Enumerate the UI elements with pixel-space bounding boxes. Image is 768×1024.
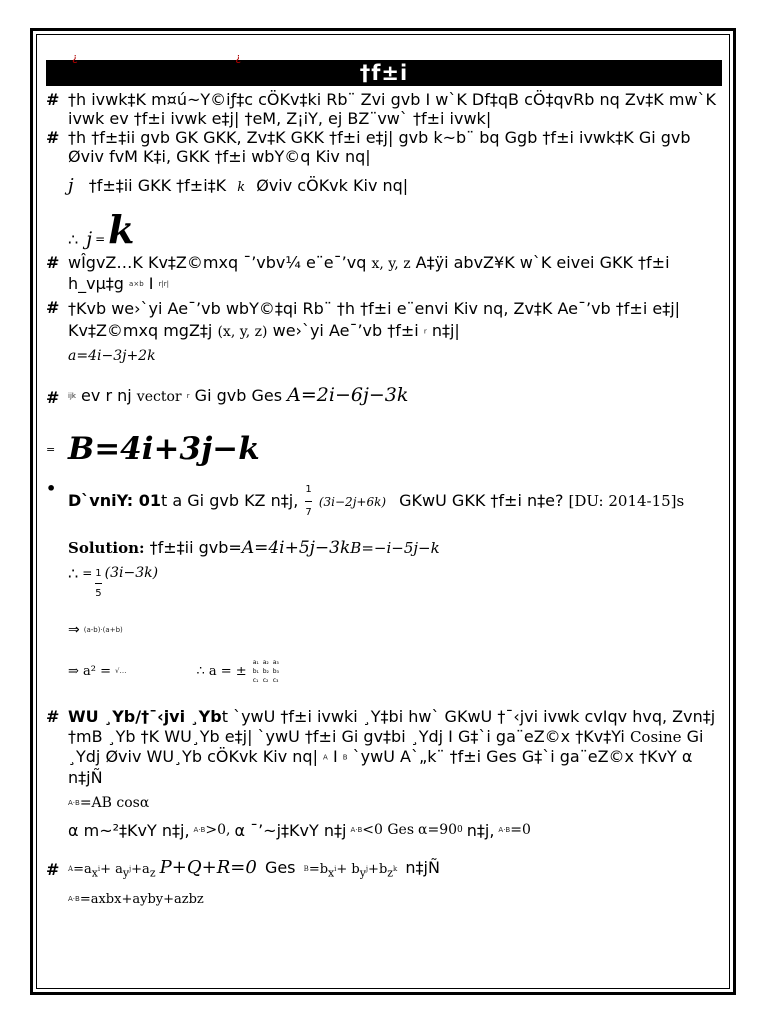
paragraph-text: Øviv cÖKvk Kiv nq| <box>256 176 409 195</box>
fraction-denominator: 7 <box>305 501 311 524</box>
equals-sign: = <box>46 443 56 456</box>
formula-image: i <box>334 864 337 873</box>
formula-text: =0 <box>510 821 531 838</box>
separator-text: I <box>148 274 154 293</box>
example-label: D`vniY: 01 <box>68 491 162 510</box>
formula-image: B <box>303 864 309 873</box>
paragraph-text: α m~²‡KvY n‡j, <box>68 820 190 840</box>
math-j: j <box>86 228 93 250</box>
hash-bullet: # <box>46 298 60 317</box>
formula-text: ∴ a = ± <box>196 664 247 679</box>
formula-text: α=90 <box>418 821 458 838</box>
coordinate-xyz: (x, y, z) <box>217 324 268 340</box>
formula-image: A·B <box>68 798 80 807</box>
formula-image: r <box>423 327 427 336</box>
paragraph-text: I <box>332 747 338 766</box>
dot-product-result <box>46 890 722 909</box>
formula-image: A <box>323 753 328 762</box>
matrix-cell: a₁ <box>252 659 259 666</box>
paragraph-unit-vector <box>46 128 722 166</box>
paragraph-text: t a Gi gvb KZ n‡j, <box>161 491 299 510</box>
page-title: †f±i <box>46 60 722 86</box>
formula-text: <0 Ges <box>362 821 415 838</box>
paragraph-text: t `ywU †f±i ivwki ¸Y‡bi hw` GKwU †¯‹jvi ivwk cvIqv hvq, Zvn‡j †mB ¸Yb †K WU¸Yb e‡j| `ywU †f±i Gi gv‡bi ¸Ydj I G‡`i ga¨eZ©x †Kv‡Yi <box>68 707 716 746</box>
subscript: z <box>149 866 156 880</box>
coordinate-xyz: x, y, z <box>371 256 411 272</box>
paragraph-text: Gi ¸Ydj Øviv WU¸Yb cÖKvk Kiv nq| <box>68 727 704 766</box>
formula-text: A=2i−6j−3k <box>287 384 409 406</box>
solution-line <box>46 538 722 558</box>
formula-image: j <box>128 864 132 873</box>
hash-bullet: # <box>46 90 60 109</box>
implies-symbol: ⇒ <box>68 622 80 638</box>
fraction-numerator: 1 <box>305 484 312 495</box>
section-heading: WU ¸Yb/†¯‹jvi ¸Yb <box>68 707 222 726</box>
fraction-numerator: 1 <box>95 568 102 579</box>
dot-bullet: • <box>46 479 57 498</box>
subscript: x <box>91 866 98 880</box>
formula-text: +a <box>131 861 150 877</box>
component-formula <box>46 858 722 883</box>
fraction <box>305 479 311 524</box>
vector-word: vector <box>136 389 182 405</box>
paragraph-text: wÎgvZ…K Kv‡Z©mxq ¯’vbv¼ e¨e¯’vq <box>68 253 367 272</box>
formula-ab-cos <box>46 794 722 813</box>
paragraph-text: Ges <box>264 857 296 877</box>
paragraph-vector-definition <box>46 90 722 128</box>
subscript: x <box>328 866 335 880</box>
paragraph-text: †f±‡ii GKK †f±i‡K <box>88 176 227 195</box>
math-j: j <box>68 175 74 196</box>
matrix-cell: a₂ <box>262 659 269 666</box>
formula-image: A·B <box>498 825 511 834</box>
formula-b-vector <box>46 421 722 467</box>
formula-image: A·B <box>68 895 80 904</box>
document-page <box>46 51 722 909</box>
solution-step-2 <box>46 621 722 640</box>
paragraph-text: α ¯’~j‡KvY n‡j <box>234 820 347 840</box>
paragraph-text: †f±‡ii gvb= <box>149 538 242 557</box>
paragraph-text: n‡j, <box>466 820 495 840</box>
formula-image: j <box>365 864 369 873</box>
paragraph-text: †Kvb we›`yi Ae¯’vb wbY©‡qi Rb¨ †h †f±i e¨envi Kiv nq, Zv‡K Ae¯’vb †f±i e‡j| Kv‡Z©mxq mgZ‡j <box>68 299 681 340</box>
hash-bullet: # <box>46 860 60 880</box>
formula-text: +b <box>368 861 388 877</box>
example-problem <box>46 479 722 524</box>
formula-image: k <box>392 864 398 873</box>
formula-text: (3i−3k) <box>104 565 159 581</box>
therefore-symbol: ∴ <box>68 564 79 583</box>
formula-text: >0, <box>205 821 231 838</box>
matrix-cell: b₁ <box>252 668 259 675</box>
paragraph-text: n‡j| <box>431 321 460 340</box>
determinant-matrix <box>253 658 283 685</box>
formula-image: (a-b)·(a+b) <box>83 626 123 634</box>
paragraph-text: †h ivwk‡K m¤ú~Y©iƒ‡c cÖKv‡ki Rb¨ Zvi gvb I w`K Df‡qB cÖ‡qvRb nq Zv‡K mw`K ivwk ev †f±i ivwk e‡j| †eM, Z¡iY, ej BZ¨vw` †f±i ivwk| <box>68 90 717 128</box>
formula-text: =a <box>73 861 92 877</box>
subscript: y <box>359 866 366 880</box>
paragraph-text: A‡ÿi abvZ¥K w`K eivei GKK †f±i h_vµ‡g <box>68 253 670 293</box>
matrix-cell: a₃ <box>272 659 279 666</box>
formula-image: A·B <box>193 825 206 834</box>
formula-text: A=4i+5j−3k <box>241 538 351 558</box>
formula-j-equals-k <box>46 207 722 252</box>
formula-text: =b <box>308 861 329 877</box>
paragraph-text: Gi gvb Ges <box>194 386 283 405</box>
formula-text: a=4i−3j+2k <box>68 348 156 364</box>
formula-image: r|r| <box>158 280 170 288</box>
paragraph-text: n‡jÑ <box>405 857 440 877</box>
formula-text: =AB cosα <box>79 794 150 811</box>
formula-pqr: P+Q+R=0 <box>159 856 257 878</box>
paragraph-cartesian-unit <box>46 253 722 294</box>
formula-image: i <box>97 864 101 873</box>
formula-a-vector <box>46 347 722 366</box>
formula-image: r <box>186 392 190 400</box>
matrix-cell: b₃ <box>272 668 279 675</box>
paragraph-dot-product <box>46 707 722 788</box>
solution-label: Solution: <box>68 539 145 557</box>
hash-bullet: # <box>46 253 60 272</box>
formula-image: a×b <box>129 280 144 288</box>
formula-text: + b <box>336 861 360 877</box>
formula-image: A <box>68 864 74 873</box>
formula-text: ⇒ a² = <box>68 664 112 679</box>
formula-text: B=4i+3j−k <box>68 431 260 467</box>
equals-sign: = <box>82 566 93 580</box>
therefore-symbol: ∴ <box>68 230 79 249</box>
hash-bullet: # <box>46 388 60 407</box>
paragraph-unit-vector-expr: ¿ j †f±‡ii GKK †f±i‡K ¿ k Øviv cÖKvk Kiv nq| <box>68 51 409 196</box>
formula-text: (3i−2j+6k) <box>318 495 387 509</box>
matrix-cell: c₃ <box>272 677 279 684</box>
paragraph-text: †h †f±‡ii gvb GK GKK, Zv‡K GKK †f±i e‡j| gvb k~b¨ bq Ggb †f±i ivwk‡K Gi gvb Øviv fvM K‡i, GKK †f±i wbY©q Kiv nq| <box>68 128 691 166</box>
matrix-cell: c₁ <box>252 677 259 684</box>
formula-image: B <box>342 753 348 762</box>
exam-reference: [DU: 2014-15]s <box>568 492 685 510</box>
formula-text: + a <box>100 861 123 877</box>
fraction <box>95 564 101 603</box>
matrix-cell: c₂ <box>262 677 269 684</box>
paragraph-vector-values <box>46 386 722 407</box>
paragraph-text: we›`yi Ae¯’vb †f±i <box>272 321 419 340</box>
formula-text: B=−i−5j−k <box>350 539 440 557</box>
superscript: 0 <box>457 824 463 835</box>
formula-text: =axbx+ayby+azbz <box>79 892 204 908</box>
angle-conditions <box>46 821 722 840</box>
solution-step-1 <box>46 564 722 603</box>
hash-bullet: # <box>46 128 60 147</box>
cosine-word: Cosine <box>629 728 682 746</box>
solution-step-3 <box>46 658 722 685</box>
equals-sign: = <box>95 232 106 246</box>
hash-bullet: # <box>46 707 60 726</box>
paragraph-position-vector <box>46 298 722 343</box>
paragraph-text: ev r nj <box>81 386 132 405</box>
subscript: y <box>122 866 129 880</box>
formula-image: ijk <box>68 392 76 400</box>
matrix-cell: b₂ <box>262 668 269 675</box>
formula-image: A·B <box>350 825 363 834</box>
formula-image: √… <box>115 667 127 675</box>
fraction-denominator: 5 <box>95 583 101 603</box>
paragraph-text: `ywU A`„k¨ †f±i Ges G‡`i ga¨eZ©x †KvY α n‡jÑ <box>68 747 693 787</box>
subscript: z <box>387 866 393 880</box>
paragraph-text: GKwU GKK †f±i n‡e? <box>399 491 564 510</box>
math-k-large: k <box>108 207 135 252</box>
math-k: k <box>237 180 246 195</box>
